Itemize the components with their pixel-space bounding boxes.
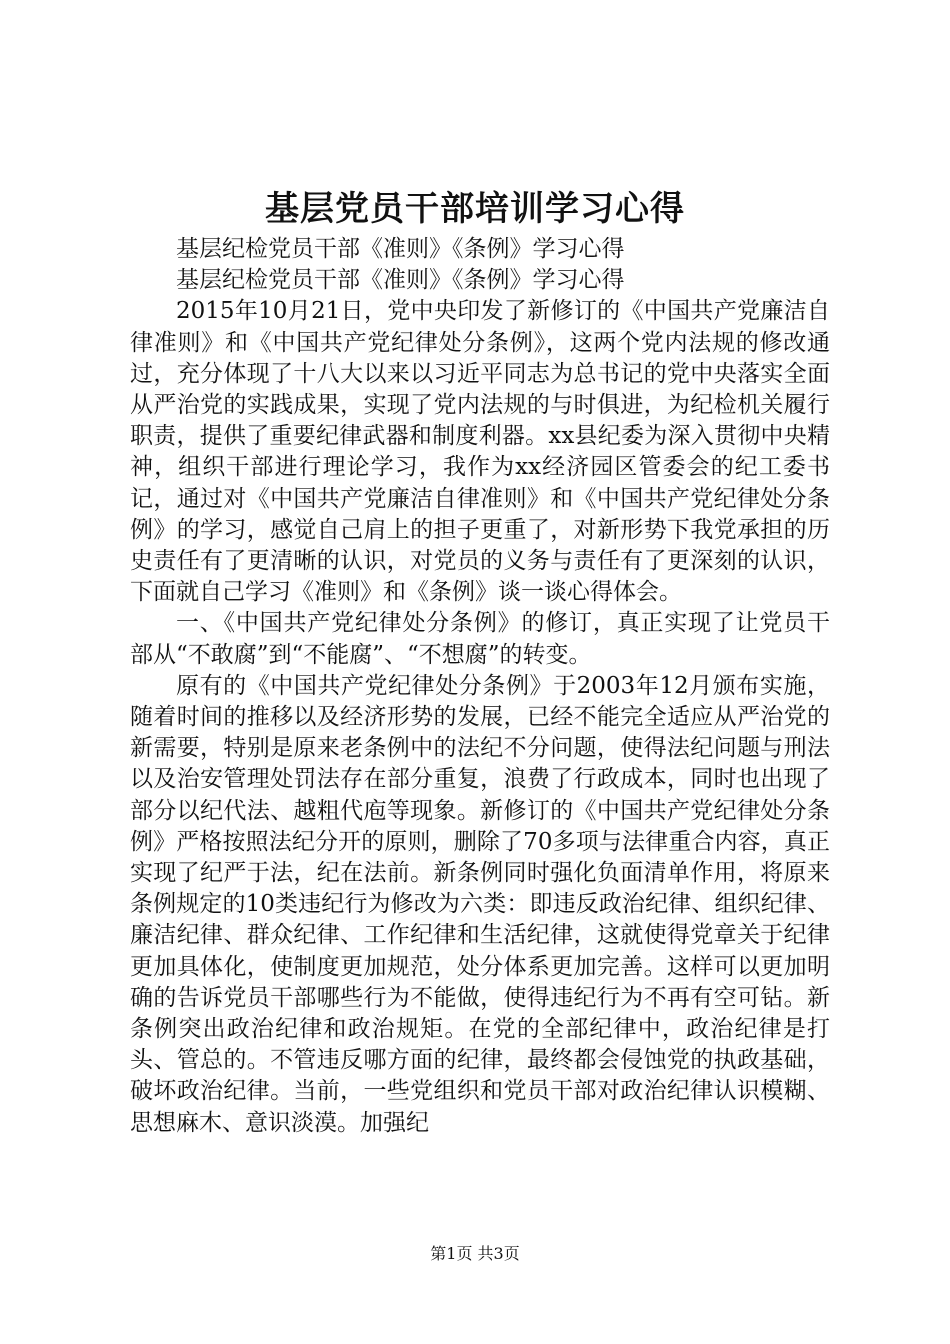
paragraph-subtitle-1: 基层纪检党员干部《准则》《条例》学习心得 (176, 236, 625, 262)
document-body (130, 234, 830, 1139)
document-title: 基层党员干部培训学习心得 (265, 189, 685, 229)
paragraph-section-heading: 一、《中国共产党纪律处分条例》的修订，真正实现了让党员干部从“不敢腐”到“不能腐”、“不想腐”的转变。 (130, 610, 830, 668)
paragraph-intro: 2015年10月21日，党中央印发了新修订的《中国共产党廉洁自律准则》和《中国共产党纪律处分条例》，这两个党内法规的修改通过，充分体现了十八大以来以习近平同志为总书记的党中央落实全面从严治党的实践成果，实现了党内法规的与时俱进，为纪检机关履行职责，提供了重要纪律武器和制度利器。xx县纪委为深入贯彻中央精神，组织干部进行理论学习，我作为xx经济园区管委会的纪工委书记，通过对《中国共产党廉洁自律准则》和《中国共产党纪律处分条例》的学习，感觉自己肩上的担子更重了，对新形势下我党承担的历史责任有了更清晰的认识，对党员的义务与责任有了更深刻的认识，下面就自己学习《准则》和《条例》谈一谈心得体会。 (130, 298, 830, 606)
page-footer: 第1页 共3页 (430, 1244, 520, 1263)
paragraph-body: 原有的《中国共产党纪律处分条例》于2003年12月颁布实施，随着时间的推移以及经济形势的发展，已经不能完全适应从严治党的新需要，特别是原来老条例中的法纪不分问题，使得法纪问题与刑法以及治安管理处罚法存在部分重复，浪费了行政成本，同时也出现了部分以纪代法、越粗代庖等现象。新修订的《中国共产党纪律处分条例》严格按照法纪分开的原则，删除了70多项与法律重合内容，真正实现了纪严于法，纪在法前。新条例同时强化负面清单作用，将原来条例规定的10类违纪行为修改为六类：即违反政治纪律、组织纪律、廉洁纪律、群众纪律、工作纪律和生活纪律，这就使得党章关于纪律更加具体化，使制度更加规范，处分体系更加完善。这样可以更加明确的告诉党员干部哪些行为不能做，使得违纪行为不再有空可钻。新条例突出政治纪律和政治规矩。在党的全部纪律中，政治纪律是打头、管总的。不管违反哪方面的纪律，最终都会侵蚀党的执政基础，破坏政治纪律。当前，一些党组织和党员干部对政治纪律认识模糊、思想麻木、意识淡漠。加强纪 (130, 672, 830, 1136)
paragraph-subtitle-2: 基层纪检党员干部《准则》《条例》学习心得 (176, 267, 625, 294)
